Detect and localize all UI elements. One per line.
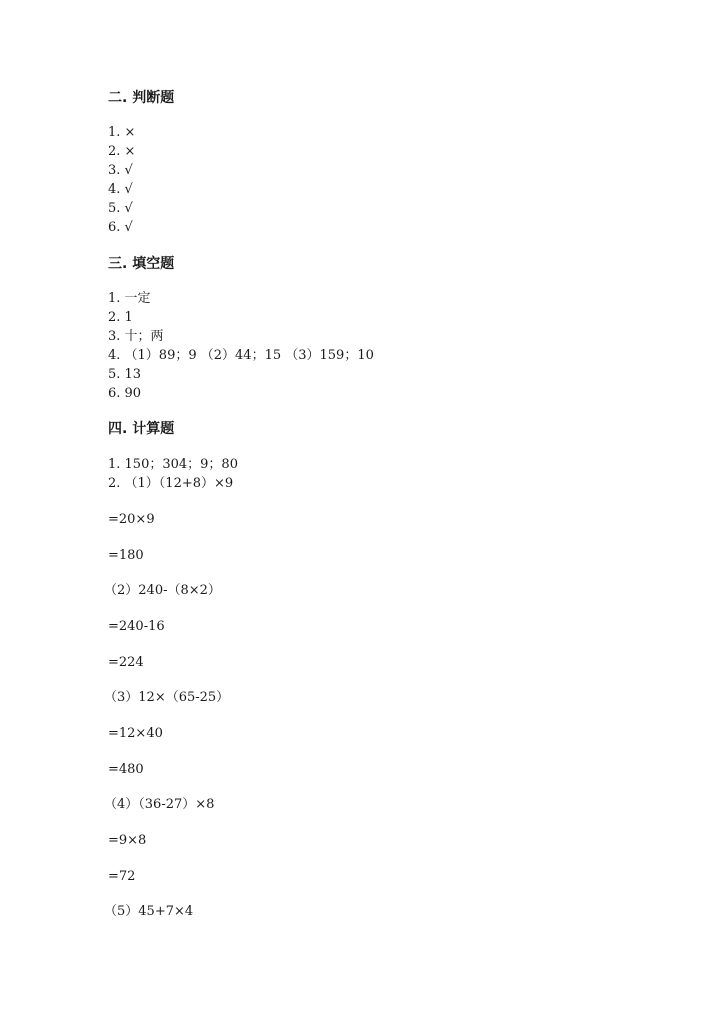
list-item: 1. 一定 — [108, 291, 151, 306]
section-heading-fill: 三. 填空题 — [108, 256, 175, 272]
list-item: 5. 13 — [108, 367, 142, 382]
list-item: =72 — [108, 869, 136, 884]
list-item: （5）45+7×4 — [104, 904, 194, 919]
list-item: =240-16 — [108, 619, 165, 634]
list-item: 4. √ — [108, 182, 133, 197]
list-item: （2）240-（8×2） — [104, 583, 221, 598]
list-item: =224 — [108, 655, 144, 670]
list-item: 1. 150；304；9；80 — [108, 457, 238, 472]
list-item: 1. × — [108, 125, 136, 140]
list-item: （4）（36-27）×8 — [104, 797, 215, 812]
list-item: 3. 十；两 — [108, 329, 164, 344]
list-item: =20×9 — [108, 512, 155, 527]
list-item: =12×40 — [108, 726, 163, 741]
section-heading-judge: 二. 判断题 — [108, 90, 175, 106]
list-item: =9×8 — [108, 833, 147, 848]
list-item: （3）12×（65-25） — [104, 690, 230, 705]
list-item: =480 — [108, 762, 144, 777]
list-item: 5. √ — [108, 201, 133, 216]
list-item: 6. √ — [108, 220, 133, 235]
list-item: 2. × — [108, 144, 136, 159]
list-item: 2. （1）（12+8）×9 — [108, 476, 234, 491]
list-item: 2. 1 — [108, 310, 133, 325]
list-item: 3. √ — [108, 163, 133, 178]
list-item: =180 — [108, 548, 144, 563]
section-heading-calc: 四. 计算题 — [108, 421, 175, 437]
list-item: 4. （1）89；9 （2）44；15 （3）159；10 — [108, 348, 374, 363]
list-item: 6. 90 — [108, 386, 142, 401]
